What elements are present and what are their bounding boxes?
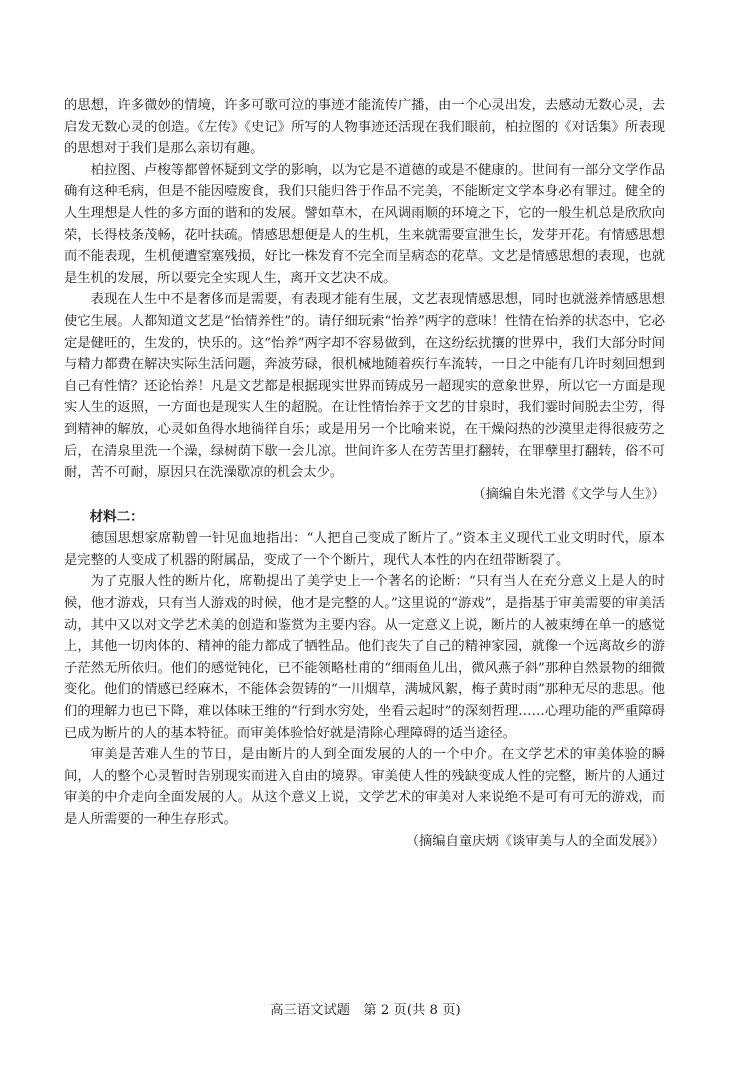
paragraph: 表现在人生中不是奢侈而是需要，有表现才能有生展，文艺表现情感思想，同时也就滋养情感思想使它生展。人都知道文艺是“怡情养性”的。请仔细玩索“怡养”两字的意味！性情在怡养的状态中，它必定是健旺的，生发的，快乐的。这“怡养”两字却不容易做到，在这纷纭扰攘的世界中，我们大部分时间与精力都费在解决实际生活问题，奔波劳碌，很机械地随着疾行车流转，一日之中能有几许时刻回想到自己有性情？还论怡养！凡是文艺都是根据现实世界而铸成另一超现实的意象世界，所以它一方面是现实人生的返照，一方面也是现实人生的超脱。在让性情怡养于文艺的甘泉时，我们霎时间脱去尘劳，得到精神的解放，心灵如鱼得水地徜徉自乐；或是用另一个比喻来说，在干燥闷热的沙漠里走得很疲劳之后，在清泉里洗一个澡，绿树荫下歇一会儿凉。世间许多人在劳苦里打翻转，在罪孽里打翻转，俗不可耐，苦不可耐，原因只在洗澡歇凉的机会太少。: [64, 292, 665, 481]
paragraph: 审美是苦难人生的节日，是由断片的人到全面发展的人的一个中介。在文学艺术的审美体验的瞬间，人的整个心灵暂时告别现实而进入自由的境界。审美使人性的残缺变成人性的完整，断片的人通过审美的中介走向全面发展的人。从这个意义上说，文学艺术的审美对人来说绝不是可有可无的游戏，而是人所需要的一种生存形式。: [64, 747, 665, 827]
section-heading: 材料二：: [89, 509, 144, 526]
paragraph: 的思想，许多微妙的情境，许多可歌可泣的事迹才能流传广播，由一个心灵出发，去感动无数心灵，去启发无数心灵的创造。《左传》《史记》所写的人物事迹还活现在我们眼前，柏拉图的《对话集》所表现的思想对于我们是那么亲切有趣。: [64, 98, 665, 157]
page-footer: 高三语文试题 第 2 页(共 8 页): [270, 1003, 461, 1018]
paragraph: 为了克服人性的断片化，席勒提出了美学史上一个著名的论断：“只有当人在充分意义上是人的时候，他才游戏，只有当人游戏的时候，他才是完整的人。”这里说的“游戏”，是指基于审美需要的审美活动，其中又以对文学艺术美的创造和鉴赏为主要内容。从一定意义上说，断片的人被束缚在单一的感觉上，其他一切肉体的、精神的能力都成了牺牲品。他们丧失了自己的精神家园，就像一个远离故乡的游子茫然无所依归。他们的感觉钝化，已不能领略杜甫的“细雨鱼儿出，微风燕子斜”那种自然景物的细微变化。他们的情感已经麻木，不能体会贺铸的“一川烟草，满城风絮，梅子黄时雨”那种无尽的悲思。他们的理解力也已下降，难以体味王维的“行到水穷处，坐看云起时”的深刻哲理……心理功能的严重障碍已成为断片的人的基本特征。而审美体验恰好就是清除心理障碍的适当途径。: [64, 574, 665, 741]
source-citation: （摘编自朱光潜《文学与人生》）: [472, 486, 665, 502]
paragraph: 德国思想家席勒曾一针见血地指出：“人把自己变成了断片了。”资本主义现代工业文明时代，原本是完整的人变成了机器的附属品，变成了一个个断片，现代人本性的内在纽带断裂了。: [64, 531, 665, 568]
source-citation: （摘编自童庆炳《谈审美与人的全面发展》）: [405, 833, 665, 849]
paragraph: 柏拉图、卢梭等都曾怀疑到文学的影响，以为它是不道德的或是不健康的。世间有一部分文学作品确有这种毛病，但是不能因噎废食，我们只能归咎于作品不完美，不能断定文学本身必有罪过。健全的人生理想是人性的多方面的谐和的发展。譬如草木，在风调雨顺的环境之下，它的一般生机总是欣欣向荣，长得枝条茂畅，花叶扶疏。情感思想便是人的生机，生来就需要宣泄生长，发芽开花。有情感思想而不能表现，生机便遭窒塞残损，好比一株发育不完全而呈病态的花草。文艺是情感思想的表现，也就是生机的发展，所以要完全实现人生，离开文艺决不成。: [64, 162, 665, 286]
material-2-section: [64, 506, 665, 852]
material-1-section: [64, 95, 665, 505]
